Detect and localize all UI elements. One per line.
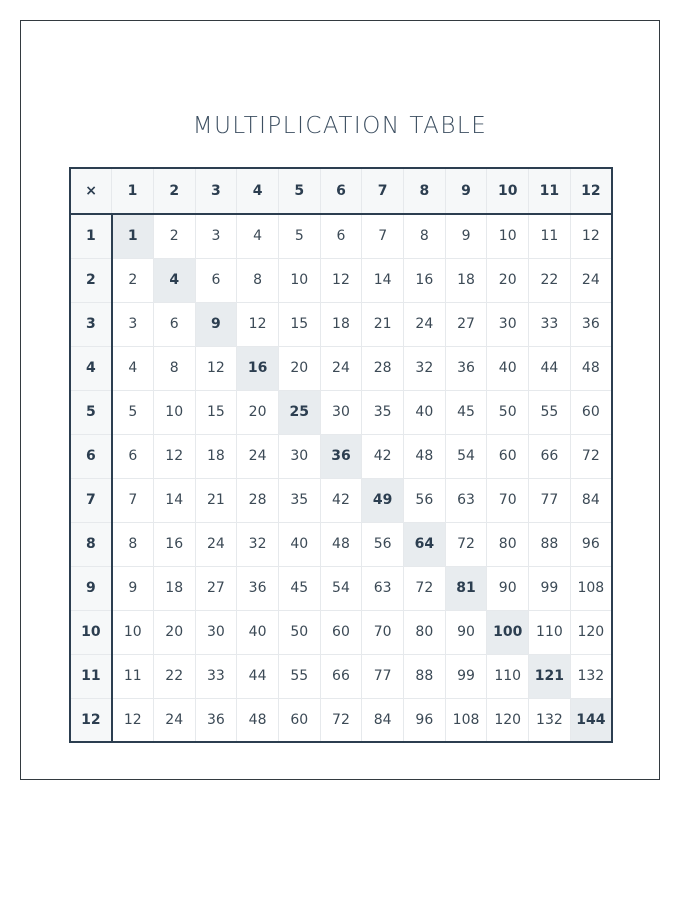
column-header: 4 [237,168,279,214]
table-cell: 80 [487,522,529,566]
table-cell: 10 [112,610,154,654]
table-cell: 3 [112,302,154,346]
table-cell: 35 [278,478,320,522]
diagonal-cell: 36 [320,434,362,478]
table-cell: 12 [153,434,195,478]
column-header: 9 [445,168,487,214]
table-cell: 6 [320,214,362,258]
table-cell: 70 [362,610,404,654]
table-cell: 18 [195,434,237,478]
table-cell: 60 [487,434,529,478]
table-cell: 18 [445,258,487,302]
table-cell: 63 [362,566,404,610]
table-cell: 108 [445,698,487,742]
table-row [70,390,612,434]
table-cell: 4 [237,214,279,258]
table-cell: 55 [278,654,320,698]
table-cell: 15 [195,390,237,434]
table-cell: 21 [195,478,237,522]
table-cell: 30 [195,610,237,654]
table-cell: 21 [362,302,404,346]
row-header: 6 [70,434,112,478]
table-cell: 28 [237,478,279,522]
column-header: 10 [487,168,529,214]
table-cell: 110 [487,654,529,698]
table-cell: 7 [112,478,154,522]
table-cell: 6 [153,302,195,346]
table-cell: 99 [445,654,487,698]
table-cell: 2 [153,214,195,258]
table-cell: 9 [112,566,154,610]
table-cell: 5 [278,214,320,258]
table-cell: 20 [153,610,195,654]
corner-cell: × [70,168,112,214]
table-cell: 12 [570,214,612,258]
diagonal-cell: 49 [362,478,404,522]
table-cell: 14 [153,478,195,522]
table-cell: 10 [153,390,195,434]
table-cell: 77 [529,478,571,522]
table-cell: 35 [362,390,404,434]
table-cell: 108 [570,566,612,610]
table-cell: 36 [570,302,612,346]
table-cell: 10 [487,214,529,258]
table-cell: 54 [445,434,487,478]
table-cell: 32 [404,346,446,390]
table-cell: 33 [529,302,571,346]
table-cell: 66 [529,434,571,478]
table-cell: 16 [404,258,446,302]
table-cell: 48 [570,346,612,390]
table-cell: 63 [445,478,487,522]
table-cell: 40 [404,390,446,434]
table-cell: 72 [445,522,487,566]
table-cell: 11 [529,214,571,258]
table-sheet [20,20,660,780]
diagonal-cell: 1 [112,214,154,258]
row-header: 11 [70,654,112,698]
diagonal-cell: 4 [153,258,195,302]
table-cell: 8 [153,346,195,390]
table-cell: 24 [237,434,279,478]
table-cell: 84 [570,478,612,522]
table-cell: 9 [445,214,487,258]
table-cell: 4 [112,346,154,390]
table-cell: 40 [487,346,529,390]
table-header [70,168,612,214]
table-row [70,302,612,346]
header-row [70,168,612,214]
column-header: 12 [570,168,612,214]
table-cell: 45 [445,390,487,434]
row-header: 4 [70,346,112,390]
table-row [70,214,612,258]
table-cell: 45 [278,566,320,610]
table-cell: 12 [112,698,154,742]
table-cell: 8 [237,258,279,302]
table-cell: 120 [570,610,612,654]
table-cell: 90 [487,566,529,610]
table-cell: 24 [320,346,362,390]
row-header: 8 [70,522,112,566]
table-cell: 56 [404,478,446,522]
table-cell: 5 [112,390,154,434]
page-title: MULTIPLICATION TABLE [192,113,488,139]
table-cell: 55 [529,390,571,434]
table-cell: 32 [237,522,279,566]
table-cell: 36 [445,346,487,390]
table-cell: 6 [112,434,154,478]
table-cell: 36 [237,566,279,610]
table-cell: 30 [320,390,362,434]
table-cell: 42 [362,434,404,478]
diagonal-cell: 81 [445,566,487,610]
table-cell: 70 [487,478,529,522]
table-cell: 22 [529,258,571,302]
diagonal-cell: 144 [570,698,612,742]
table-cell: 60 [278,698,320,742]
table-row [70,258,612,302]
table-cell: 24 [570,258,612,302]
table-cell: 10 [278,258,320,302]
column-header: 1 [112,168,154,214]
column-header: 11 [529,168,571,214]
table-cell: 12 [195,346,237,390]
table-cell: 22 [153,654,195,698]
row-header: 7 [70,478,112,522]
column-header: 8 [404,168,446,214]
table-cell: 56 [362,522,404,566]
table-cell: 88 [404,654,446,698]
table-cell: 72 [320,698,362,742]
table-cell: 33 [195,654,237,698]
table-cell: 3 [195,214,237,258]
table-cell: 44 [237,654,279,698]
table-cell: 120 [487,698,529,742]
table-cell: 48 [320,522,362,566]
table-cell: 132 [529,698,571,742]
table-cell: 28 [362,346,404,390]
table-cell: 66 [320,654,362,698]
multiplication-table [69,167,613,743]
row-header: 2 [70,258,112,302]
table-cell: 90 [445,610,487,654]
row-header: 10 [70,610,112,654]
column-header: 6 [320,168,362,214]
table-cell: 88 [529,522,571,566]
table-row [70,478,612,522]
table-cell: 44 [529,346,571,390]
table-cell: 60 [570,390,612,434]
table-cell: 110 [529,610,571,654]
table-body [70,214,612,742]
table-cell: 27 [195,566,237,610]
table-cell: 11 [112,654,154,698]
table-cell: 30 [487,302,529,346]
table-cell: 12 [237,302,279,346]
table-cell: 48 [404,434,446,478]
table-row [70,522,612,566]
table-cell: 50 [278,610,320,654]
table-cell: 99 [529,566,571,610]
table-cell: 72 [404,566,446,610]
table-cell: 18 [153,566,195,610]
table-row [70,610,612,654]
table-cell: 27 [445,302,487,346]
table-cell: 12 [320,258,362,302]
table-cell: 42 [320,478,362,522]
table-cell: 36 [195,698,237,742]
column-header: 3 [195,168,237,214]
table-cell: 20 [237,390,279,434]
table-cell: 72 [570,434,612,478]
table-cell: 50 [487,390,529,434]
table-cell: 8 [404,214,446,258]
diagonal-cell: 9 [195,302,237,346]
table-cell: 77 [362,654,404,698]
table-cell: 2 [112,258,154,302]
table-row [70,346,612,390]
row-header: 1 [70,214,112,258]
table-row [70,566,612,610]
diagonal-cell: 100 [487,610,529,654]
table-cell: 24 [153,698,195,742]
column-header: 7 [362,168,404,214]
table-cell: 20 [487,258,529,302]
table-cell: 16 [153,522,195,566]
table-cell: 15 [278,302,320,346]
table-cell: 24 [195,522,237,566]
table-cell: 60 [320,610,362,654]
column-header: 2 [153,168,195,214]
row-header: 5 [70,390,112,434]
diagonal-cell: 64 [404,522,446,566]
table-cell: 6 [195,258,237,302]
table-cell: 8 [112,522,154,566]
row-header: 3 [70,302,112,346]
table-cell: 18 [320,302,362,346]
diagonal-cell: 16 [237,346,279,390]
table-cell: 96 [404,698,446,742]
table-cell: 96 [570,522,612,566]
table-row [70,434,612,478]
table-cell: 24 [404,302,446,346]
column-header: 5 [278,168,320,214]
table-cell: 132 [570,654,612,698]
table-cell: 80 [404,610,446,654]
diagonal-cell: 121 [529,654,571,698]
table-cell: 48 [237,698,279,742]
table-cell: 14 [362,258,404,302]
row-header: 9 [70,566,112,610]
table-cell: 40 [237,610,279,654]
table-cell: 7 [362,214,404,258]
table-row [70,698,612,742]
row-header: 12 [70,698,112,742]
table-cell: 40 [278,522,320,566]
table-row [70,654,612,698]
table-cell: 54 [320,566,362,610]
diagonal-cell: 25 [278,390,320,434]
table-cell: 20 [278,346,320,390]
table-cell: 30 [278,434,320,478]
table-cell: 84 [362,698,404,742]
